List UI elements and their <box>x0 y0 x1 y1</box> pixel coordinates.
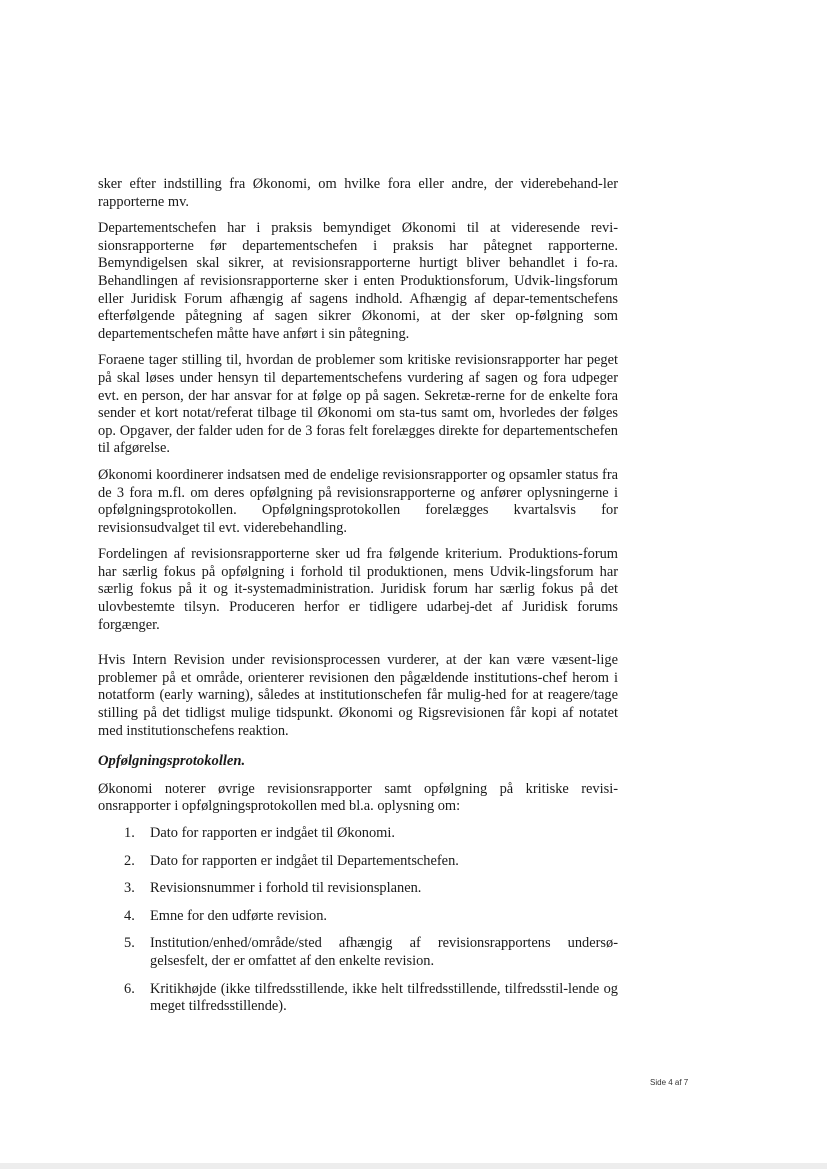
list-item-number: 6. <box>124 980 135 997</box>
list-item <box>98 935 618 970</box>
paragraph-protocol-intro: Økonomi noterer øvrige revisionsrapporter samt opfølgning på kritiske revisi-onsrapporter i opfølgningsprotokollen med bl.a. oplysning om: <box>98 780 618 815</box>
paragraph-early-warning: Hvis Intern Revision under revisionsprocessen vurderer, at der kan være væsent-lige problemer på et område, orienterer revisionen den pågældende institutions-chef herom i notatform (early warning), således at institutionschefen får mulig-hed for at reagere/tage stilling på det tidligst mulige tidspunkt. Økonomi og Rigsrevisionen får kopi af notatet med institutionschefens reaktion. <box>98 652 618 739</box>
list-item-number: 2. <box>124 852 135 869</box>
list-item-number: 3. <box>124 880 135 897</box>
list-item-text: Emne for den udførte revision. <box>150 907 328 924</box>
list-item <box>98 853 618 871</box>
list-item <box>98 981 618 1016</box>
paragraph-referral: sker efter indstilling fra Økonomi, om hvilke fora eller andre, der viderebehand-ler rapporterne mv. <box>98 176 618 210</box>
paragraph-fora-decisions: Foraene tager stilling til, hvordan de problemer som kritiske revisionsrapporter har peget på skal løses under hensyn til departementschefens vurdering af sagen og fora udpeger evt. en person, der har ansvar for at følge op på sagen. Sekretæ-rerne for de enkelte fora sender et kort notat/referat tilbage til Økonomi om sta-tus samt om, hvorledes der følges op. Opgaver, der falder uden for de 3 foras felt forelægges direkte for departementschefen til afgørelse. <box>98 352 618 457</box>
list-item-number: 4. <box>124 907 135 924</box>
list-item-text: Revisionsnummer i forhold til revisionsplanen. <box>150 880 422 897</box>
page-number: Side 4 af 7 <box>650 1078 689 1087</box>
list-item-text: Kritikhøjde (ikke tilfredsstillende, ikke helt tilfredsstillende, tilfredsstil-lende og meget tilfredsstillende). <box>150 980 618 1015</box>
list-item-number: 1. <box>124 825 135 841</box>
protocol-items-list <box>98 825 618 1016</box>
paragraph-coordination: Økonomi koordinerer indsatsen med de endelige revisionsrapporter og opsamler status fra de 3 fora m.fl. om deres opfølgning på revisionsrapporterne og anfører oplysningerne i opfølgningsprotokollen. Opfølgningsprotokollen forelægges kvartalsvis for revisionsudvalget til evt. viderebehandling. <box>98 466 618 536</box>
list-item-number: 5. <box>124 935 135 952</box>
list-item <box>98 825 618 843</box>
section-heading: Opfølgningsprotokollen. <box>98 753 246 770</box>
list-item-text: Dato for rapporten er indgået til Økonomi. <box>150 825 395 841</box>
list-item-text: Dato for rapporten er indgået til Departementschefen. <box>150 852 459 869</box>
page-body <box>98 176 618 1026</box>
scan-bottom-edge <box>0 1163 827 1169</box>
paragraph-distribution-criteria: Fordelingen af revisionsrapporterne sker ud fra følgende kriterium. Produktions-forum har særlig fokus på opfølgning i forhold til produktionen, mens Udvik-lingsforum har særlig fokus på it og it-systemadministration. Juridisk forum har særlig fokus på det ulovbestemte tilsyn. Produceren herfor er tidligere udarbej-det af Juridisk forums forgænger. <box>98 546 618 633</box>
list-item <box>98 880 618 898</box>
list-item <box>98 908 618 926</box>
paragraph-delegation: Departementschefen har i praksis bemyndiget Økonomi til at videresende revi-sionsrapporterne før departementschefen i praksis har påtegnet rapporterne. Bemyndigelsen skal sikrer, at revisionsrapporterne hurtigt bliver behandlet i fo-ra. Behandlingen af revisionsrapporterne sker i enten Produktionsforum, Udvik-lingsforum eller Juridisk Forum afhængig af sagens indhold. Afhængig af depar-tementschefens efterfølgende påtegning af sagen sikrer Økonomi, at der sker op-følgning som departementschefen måtte have anført i sin påtegning. <box>98 220 618 342</box>
list-item-text: Institution/enhed/område/sted afhængig af revisionsrapportens undersø-gelsesfelt, der er omfattet af den enkelte revision. <box>150 935 618 969</box>
